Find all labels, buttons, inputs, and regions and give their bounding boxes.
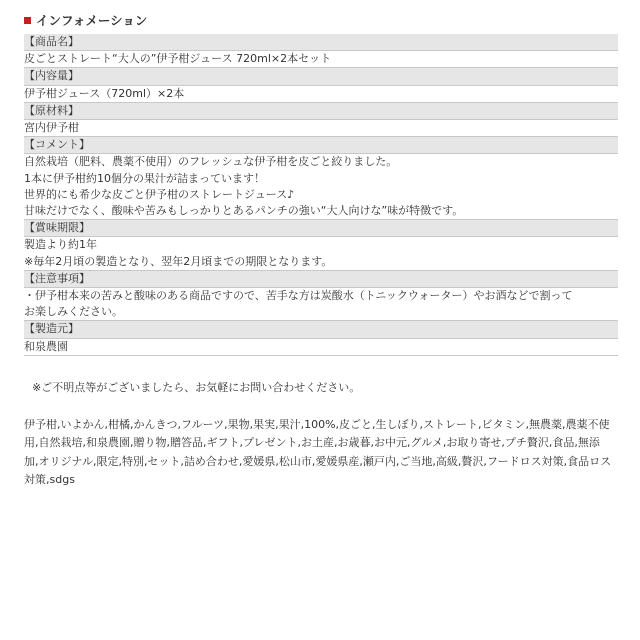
- caution-value: ・伊予柑本来の苦みと酸味のある商品ですので、苦手な方は炭酸水（トニックウォーター）やお酒などで割って お楽しみください。: [24, 288, 618, 321]
- keyword-list: 伊予柑,いよかん,柑橘,かんきつ,フルーツ,果物,果実,果汁,100%,皮ごと,生しぼり,ストレート,ビタミン,無農薬,農薬不使用,自然栽培,和泉農園,贈り物,贈答品,ギフト,プレゼント,お土産,お歳暮,お中元,グルメ,お取り寄せ,プチ贅沢,食品,無添加,オリジナル,限定,特別,セット,詰め合わせ,愛媛県,松山市,愛媛県産,瀬戸内,ご当地,高級,贅沢,フードロス対策,食品ロス対策,sdgs: [24, 417, 612, 487]
- comment-label-row: [24, 137, 618, 154]
- quantity-label-row: [24, 68, 618, 85]
- product-name-label-row: [24, 34, 618, 51]
- product-info-table: [24, 34, 618, 356]
- heading-text: インフォメーション: [36, 13, 148, 28]
- product-name-label: 【商品名】: [24, 34, 618, 51]
- comment-value: 自然栽培（肥料、農薬不使用）のフレッシュな伊予柑を皮ごと絞りました。 1本に伊予柑約10個分の果汁が詰まっています！ 世界的にも希少な皮ごと伊予柑のストレートジュース♪ 甘味だけでなく、酸味や苦みもしっかりとあるパンチの強い“大人向けな”味が特徴です。: [24, 154, 618, 220]
- contact-note: ※ご不明点等がございましたら、お気軽にお問い合わせください。: [32, 380, 361, 394]
- ingredients-label-row: [24, 102, 618, 119]
- ingredients-row: [24, 120, 618, 137]
- manufacturer-label-row: [24, 321, 618, 338]
- quantity-value: 伊予柑ジュース（720ml）×2本: [24, 85, 618, 102]
- manufacturer-value: 和泉農園: [24, 338, 618, 355]
- heading-bullet-icon: [24, 17, 31, 24]
- quantity-label: 【内容量】: [24, 68, 618, 85]
- expiry-label-row: [24, 220, 618, 237]
- expiry-value: 製造より約1年 ※毎年2月頃の製造となり、翌年2月頃までの期限となります。: [24, 237, 618, 270]
- comment-row: [24, 154, 618, 220]
- ingredients-label: 【原材料】: [24, 102, 618, 119]
- caution-label: 【注意事項】: [24, 270, 618, 287]
- product-name-row: [24, 51, 618, 68]
- information-heading: [24, 10, 618, 30]
- ingredients-value: 宮内伊予柑: [24, 120, 618, 137]
- caution-row: [24, 288, 618, 321]
- product-name-value: 皮ごとストレート“大人の”伊予柑ジュース 720ml×2本セット: [24, 51, 618, 68]
- caution-label-row: [24, 270, 618, 287]
- quantity-row: [24, 85, 618, 102]
- expiry-label: 【賞味期限】: [24, 220, 618, 237]
- comment-label: 【コメント】: [24, 137, 618, 154]
- information-page: [24, 10, 618, 490]
- manufacturer-label: 【製造元】: [24, 321, 618, 338]
- expiry-row: [24, 237, 618, 270]
- manufacturer-row: [24, 338, 618, 355]
